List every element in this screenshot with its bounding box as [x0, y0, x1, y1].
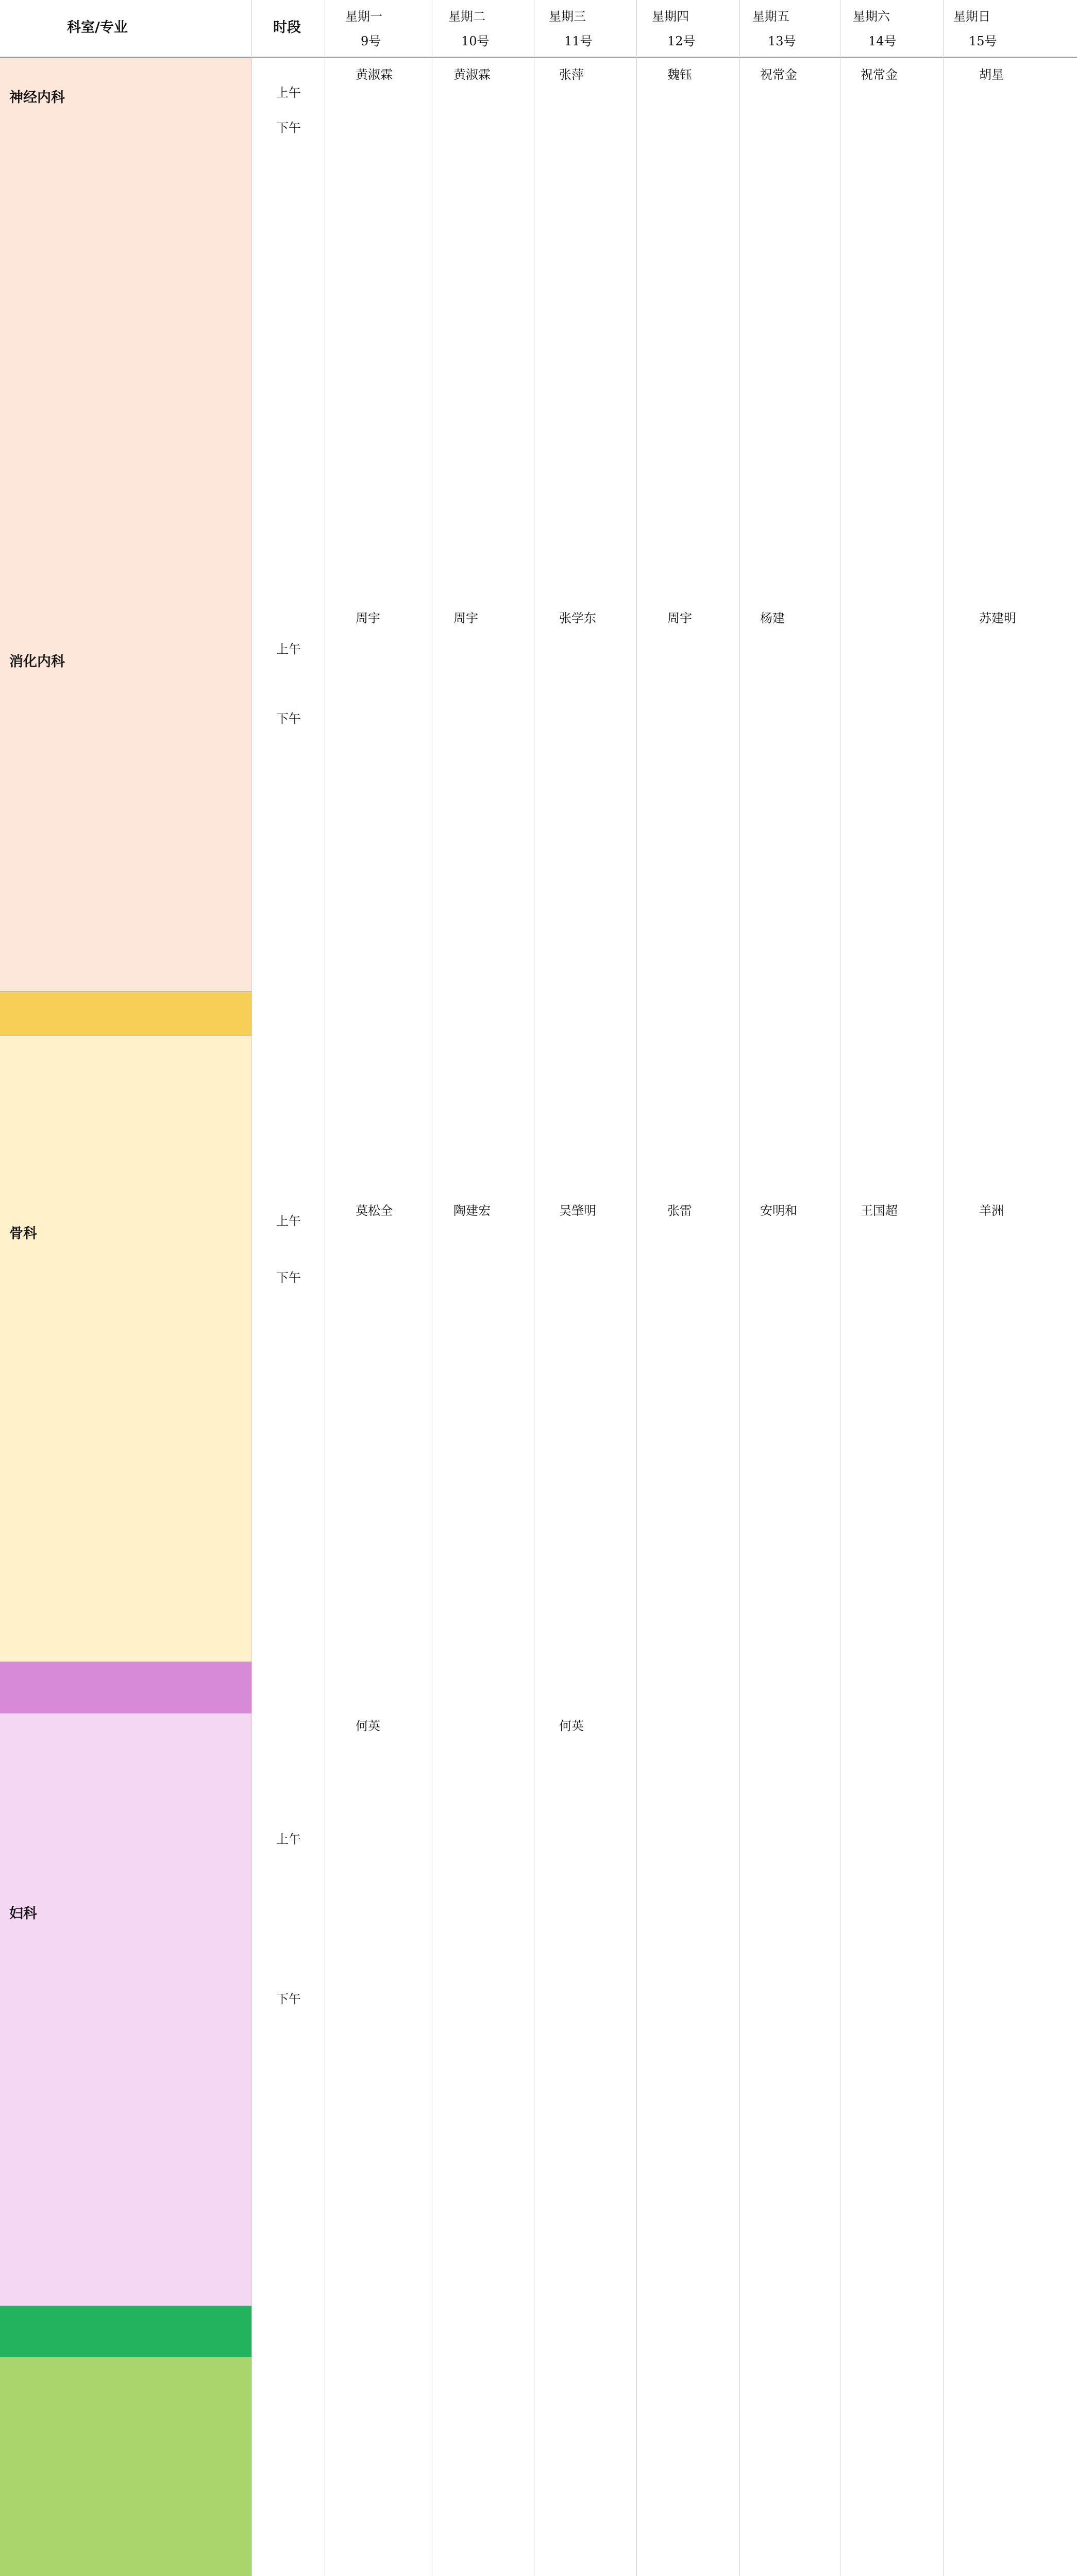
table-header [0, 0, 1077, 58]
header-day-4: 星期四 [652, 9, 689, 24]
cell-tue-1: 黄淑霖 [453, 67, 491, 82]
header-day-2: 星期二 [448, 9, 485, 24]
cell-wed-2: 张学东 [559, 611, 596, 625]
header-day-6: 星期六 [853, 9, 890, 24]
dept-ortho: 骨科 [9, 1226, 37, 1242]
cell-tue-3: 陶建宏 [453, 1204, 491, 1218]
dept-gastro: 消化内科 [9, 654, 65, 670]
header-room-3: 11号 [564, 34, 593, 48]
header-day-1: 星期一 [345, 9, 382, 24]
cell-fri-1: 祝常金 [760, 67, 797, 82]
cell-wed-4: 何英 [559, 1719, 584, 1733]
cell-thu-3: 张雷 [667, 1204, 692, 1218]
dept-neurology: 神经内科 [9, 90, 65, 106]
dept-gyne: 妇科 [9, 1906, 37, 1922]
cell-mon-4: 何英 [356, 1719, 380, 1733]
header-day-5: 星期五 [752, 9, 789, 24]
cell-tue-2: 周宇 [453, 611, 478, 625]
cell-thu-1: 魏钰 [667, 67, 692, 82]
cell-wed-3: 吴肇明 [559, 1204, 596, 1218]
cell-mon-2: 周宇 [356, 611, 380, 625]
header-room-5: 13号 [768, 34, 796, 48]
session-am-4: 上午 [276, 1832, 301, 1846]
cell-thu-2: 周宇 [667, 611, 692, 625]
session-pm-3: 下午 [276, 1270, 301, 1285]
header-room-4: 12号 [667, 34, 696, 48]
cell-wed-1: 张萍 [559, 67, 584, 82]
cell-mon-1: 黄淑霖 [356, 67, 393, 82]
header-session: 时段 [273, 20, 301, 36]
cell-sun-3: 羊洲 [979, 1204, 1004, 1218]
header-department: 科室/专业 [67, 20, 128, 36]
header-room-1: 9号 [361, 34, 381, 48]
cell-fri-2: 杨建 [760, 611, 785, 625]
header-room-2: 10号 [461, 34, 490, 48]
cell-sun-1: 胡星 [979, 67, 1004, 82]
session-am-3: 上午 [276, 1214, 301, 1228]
cell-sat-3: 王国超 [861, 1204, 898, 1218]
table-body-bg [251, 58, 1077, 2576]
session-am-2: 上午 [276, 642, 301, 656]
cell-mon-3: 莫松全 [356, 1204, 393, 1218]
session-pm-4: 下午 [276, 1992, 301, 2006]
session-am-1: 上午 [276, 86, 301, 100]
session-pm-1: 下午 [276, 121, 301, 135]
header-day-7: 星期日 [953, 9, 990, 24]
cell-fri-3: 安明和 [760, 1204, 797, 1218]
header-room-6: 14号 [868, 34, 897, 48]
header-room-7: 15号 [969, 34, 997, 48]
session-pm-2: 下午 [276, 711, 301, 726]
header-day-3: 星期三 [549, 9, 586, 24]
cell-sat-1: 祝常金 [861, 67, 898, 82]
cell-sun-2: 苏建明 [979, 611, 1016, 625]
